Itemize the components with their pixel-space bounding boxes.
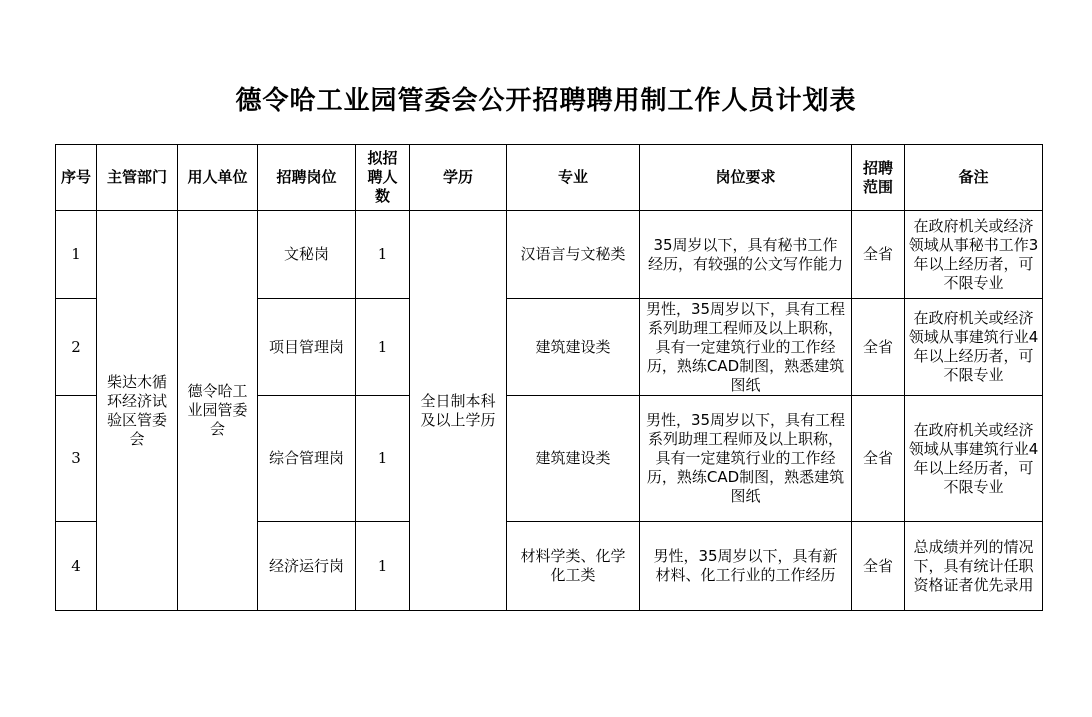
- cell-count: 1: [356, 522, 410, 611]
- cell-scope: 全省: [852, 522, 905, 611]
- cell-count: 1: [356, 211, 410, 299]
- cell-post: 文秘岗: [258, 211, 356, 299]
- cell-seq: 1: [56, 211, 97, 299]
- header-major: 专业: [507, 145, 640, 211]
- cell-edu: 全日制本科及以上学历: [410, 211, 507, 611]
- cell-major: 建筑建设类: [507, 396, 640, 522]
- cell-count: 1: [356, 396, 410, 522]
- header-note: 备注: [905, 145, 1043, 211]
- cell-seq: 3: [56, 396, 97, 522]
- header-seq: 序号: [56, 145, 97, 211]
- header-post: 招聘岗位: [258, 145, 356, 211]
- cell-unit: 德令哈工业园管委会: [178, 211, 258, 611]
- cell-major: 材料学类、化学化工类: [507, 522, 640, 611]
- cell-seq: 2: [56, 299, 97, 396]
- cell-req: 35周岁以下，具有秘书工作经历，有较强的公文写作能力: [640, 211, 852, 299]
- cell-req: 男性，35周岁以下，具有工程系列助理工程师及以上职称，具有一定建筑行业的工作经历，熟练CAD制图，熟悉建筑图纸: [640, 299, 852, 396]
- cell-major: 汉语言与文秘类: [507, 211, 640, 299]
- cell-note: 在政府机关或经济领域从事建筑行业4年以上经历者，可不限专业: [905, 299, 1043, 396]
- page-title: 德令哈工业园管委会公开招聘聘用制工作人员计划表: [235, 86, 857, 116]
- cell-major: 建筑建设类: [507, 299, 640, 396]
- header-scope: 招聘范围: [852, 145, 905, 211]
- cell-count: 1: [356, 299, 410, 396]
- header-edu: 学历: [410, 145, 507, 211]
- table-row: [56, 211, 1043, 299]
- cell-req: 男性，35周岁以下，具有新材料、化工行业的工作经历: [640, 522, 852, 611]
- cell-note: 总成绩并列的情况下，具有统计任职资格证者优先录用: [905, 522, 1043, 611]
- header-count: 拟招聘人数: [356, 145, 410, 211]
- header-req: 岗位要求: [640, 145, 852, 211]
- cell-req: 男性，35周岁以下，具有工程系列助理工程师及以上职称，具有一定建筑行业的工作经历，熟练CAD制图，熟悉建筑图纸: [640, 396, 852, 522]
- cell-scope: 全省: [852, 211, 905, 299]
- cell-note: 在政府机关或经济领域从事秘书工作3年以上经历者，可不限专业: [905, 211, 1043, 299]
- recruitment-plan-table: [55, 144, 1043, 611]
- table-header-row: [56, 145, 1043, 211]
- cell-note: 在政府机关或经济领域从事建筑行业4年以上经历者，可不限专业: [905, 396, 1043, 522]
- header-dept: 主管部门: [97, 145, 178, 211]
- cell-seq: 4: [56, 522, 97, 611]
- cell-post: 经济运行岗: [258, 522, 356, 611]
- header-unit: 用人单位: [178, 145, 258, 211]
- cell-dept: 柴达木循环经济试验区管委会: [97, 211, 178, 611]
- cell-post: 综合管理岗: [258, 396, 356, 522]
- cell-scope: 全省: [852, 396, 905, 522]
- cell-post: 项目管理岗: [258, 299, 356, 396]
- cell-scope: 全省: [852, 299, 905, 396]
